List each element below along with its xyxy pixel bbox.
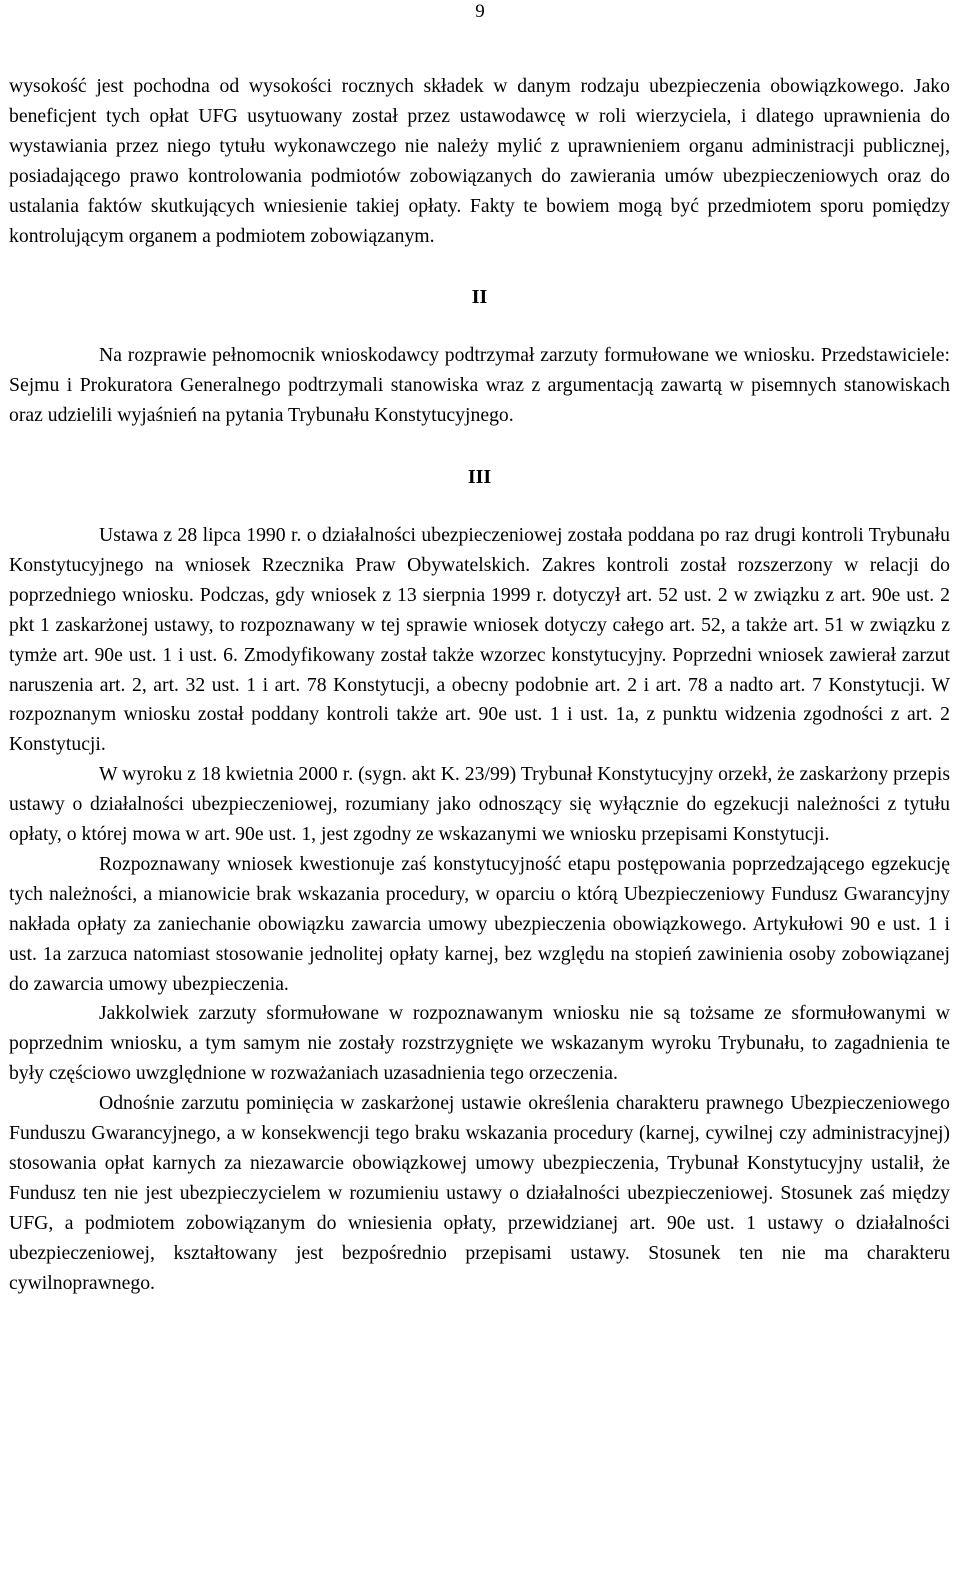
paragraph: Jakkolwiek zarzuty sformułowane w rozpoznawanym wniosku nie są tożsame ze sformułowanymi w poprzednim wniosku, a tym samym nie zostały rozstrzygnięte we wskazanym wyroku Trybunału, to zagadnienia te były częściowo uwzględnione w rozważaniach uzasadnienia tego orzeczenia. [9, 1002, 950, 1085]
paragraph: Odnośnie zarzutu pominięcia w zaskarżonej ustawie określenia charakteru prawnego Ubezpieczeniowego Funduszu Gwarancyjnego, a w konsekwencji tego braku wskazania procedury (karnej, cywilnej czy administracyjnej) stosowania opłat karnych za niezawarcie obowiązkowej umowy ubezpieczenia, Trybunał Konstytucyjny ustalił, że Fundusz ten nie jest ubezpieczycielem w rozumieniu ustawy o działalności ubezpieczeniowej. Stosunek zaś między UFG, a podmiotem zobowiązanym do wniesienia opłaty, przewidzianej art. 90e ust. 1 ustawy o działalności ubezpieczeniowej, kształtowany jest bezpośrednio przepisami ustawy. Stosunek ten nie ma charakteru cywilnoprawnego. [9, 1092, 950, 1294]
document-body [9, 72, 950, 1299]
paragraph: wysokość jest pochodna od wysokości rocznych składek w danym rodzaju ubezpieczenia obowiązkowego. Jako beneficjent tych opłat UFG usytuowany został przez ustawodawcę w roli wierzyciela, i dlatego uprawnienia do wystawiania przez niego tytułu wykonawczego nie należy mylić z uprawnieniem organu administracji publicznej, posiadającego prawo kontrolowania podmiotów zobowiązanych do zawierania umów ubezpieczeniowych oraz do ustalania faktów skutkujących wniesienie takiej opłaty. Fakty te bowiem mogą być przedmiotem sporu pomiędzy kontrolującym organem a podmiotem zobowiązanym. [9, 75, 950, 247]
page-number: 9 [475, 1, 485, 22]
paragraph: Na rozprawie pełnomocnik wnioskodawcy podtrzymał zarzuty formułowane we wniosku. Przedstawiciele: Sejmu i Prokuratora Generalnego podtrzymali stanowiska wraz z argumentacją zawartą w pisemnych stanowiskach oraz udzielili wyjaśnień na pytania Trybunału Konstytucyjnego. [9, 344, 950, 427]
paragraph: Rozpoznawany wniosek kwestionuje zaś konstytucyjność etapu postępowania poprzedzającego egzekucję tych należności, a mianowicie brak wskazania procedury, w oparciu o którą Ubezpieczeniowy Fundusz Gwarancyjny nakłada opłaty za zaniechanie obowiązku zawarcia umowy ubezpieczenia obowiązkowego. Artykułowi 90 e ust. 1 i ust. 1a zarzuca natomiast stosowanie jednolitej opłaty karnej, bez względu na stopień zawinienia osoby zobowiązanej do zawarcia umowy ubezpieczenia. [9, 852, 950, 995]
paragraph: W wyroku z 18 kwietnia 2000 r. (sygn. akt K. 23/99) Trybunał Konstytucyjny orzekł, że zaskarżony przepis ustawy o działalności ubezpieczeniowej, rozumiany jako odnoszący się wyłącznie do egzekucji należności z tytułu opłaty, o której mowa w art. 90e ust. 1, jest zgodny ze wskazanymi we wniosku przepisami Konstytucji. [9, 763, 950, 846]
section-heading-ii: II [471, 286, 488, 309]
paragraph: Ustawa z 28 lipca 1990 r. o działalności ubezpieczeniowej została poddana po raz drugi kontroli Trybunału Konstytucyjnego na wniosek Rzecznika Praw Obywatelskich. Zakres kontroli został rozszerzony w relacji do poprzedniego wniosku. Podczas, gdy wniosek z 13 sierpnia 1999 r. dotyczył art. 52 ust. 2 w związku z art. 90e ust. 2 pkt 1 zaskarżonej ustawy, to rozpoznawany w tej sprawie wniosek dotyczy całego art. 52, a także art. 51 w związku z tymże art. 90e ust. 1 i ust. 6. Zmodyfikowany został także wzorzec konstytucyjny. Poprzedni wniosek zawierał zarzut naruszenia art. 2, art. 32 ust. 1 i art. 78 Konstytucji, a obecny podobnie art. 2 i art. 78 a nadto art. 7 Konstytucji. W rozpoznanym wniosku został poddany kontroli także art. 90e ust. 1 i ust. 1a, z punktu widzenia zgodności z art. 2 Konstytucji. [9, 523, 950, 756]
section-heading-iii: III [467, 466, 492, 489]
